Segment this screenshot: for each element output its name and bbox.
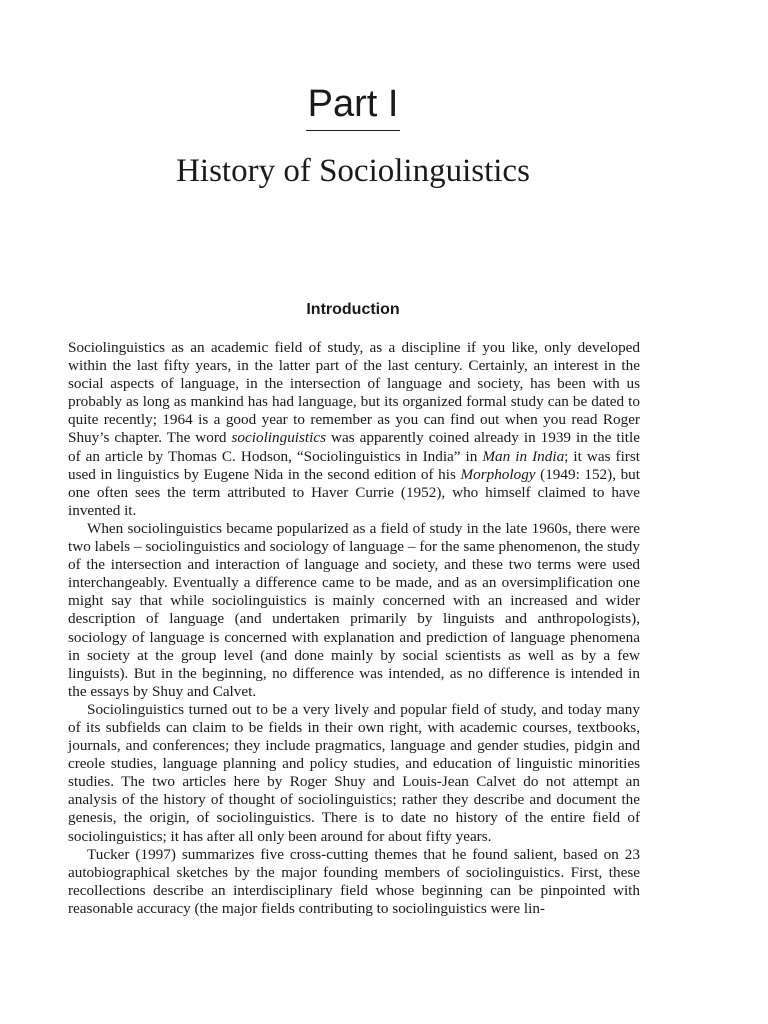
page-title: History of Sociolinguistics — [176, 153, 530, 189]
paragraph-1-part-a: Sociolinguistics as an academic field of study, as a discipline if you like, only developed within the last fifty years, in the latter part of the last century. Certainly, an interest in the social aspects of language, in the intersection of language and society, has been with us probably as long as mankind has had language, but its organized formal study can be dated to quite recently; 1964 is a good year to remember as you can find out when you read Roger Shuy’s chapter. The word — [68, 339, 640, 447]
italic-title-man-in-india: Man in India — [482, 447, 565, 465]
section-heading: Introduction — [306, 301, 400, 318]
body-text — [68, 339, 640, 918]
italic-title-morphology: Morphology — [460, 465, 536, 483]
paragraph-3: Sociolinguistics turned out to be a very lively and popular field of study, and today many of its subfields can claim to be fields in their own right, with academic courses, textbooks, journals, and conferences; they include pragmatics, language and gender studies, pidgin and creole studies, language planning and policy studies, and education of linguistic minorities studies. The two articles here by Roger Shuy and Louis-Jean Calvet do not attempt an analysis of the history of thought of sociolinguistics; rather they describe and document the genesis, the origin, of sociolinguistics. There is to date no history of the entire field of sociolinguistics; it has after all only been around for about fifty years. — [68, 700, 640, 845]
italic-term-sociolinguistics: sociolinguistics — [231, 429, 327, 447]
paragraph-4: Tucker (1997) summarizes five cross-cutting themes that he found salient, based on 23 autobiographical sketches by the major founding members of sociolinguistics. First, these recollections describe an interdisciplinary field whose beginning can be pinpointed with reasonable accuracy (the major fields contributing to sociolinguistics were lin- — [68, 845, 640, 917]
part-label-text: Part I — [306, 80, 401, 131]
paragraph-1-part-g: (1949: 152), but one often sees the term attributed to Haver Currie (1952), who himself claimed to have invented it. — [68, 465, 640, 519]
paragraph-1 — [68, 339, 640, 520]
paragraph-1-part-c: was apparently coined already in 1939 in the title of an article by Thomas C. Hodson, “Sociolinguistics in India” in — [68, 429, 640, 465]
part-label — [0, 80, 706, 131]
paragraph-2: When sociolinguistics became popularized as a field of study in the late 1960s, there were two labels – sociolinguistics and sociology of language – for the same phenomenon, the study of the intersection and interaction of language and society, and these two terms were used interchangeably. Eventually a difference came to be made, and as an oversimplification one might say that while sociolinguistics is mainly concerned with an increased and wider description of language (and undertaken primarily by linguists and anthropologists), sociology of language is concerned with explanation and prediction of language phenomena in society at the group level (and done mainly by social scientists as well as by a few linguists). But in the beginning, no difference was intended, as no difference is intended in the essays by Shuy and Calvet. — [68, 519, 640, 700]
paragraph-1-part-e: ; it was first used in linguistics by Eugene Nida in the second edition of his — [68, 447, 640, 483]
